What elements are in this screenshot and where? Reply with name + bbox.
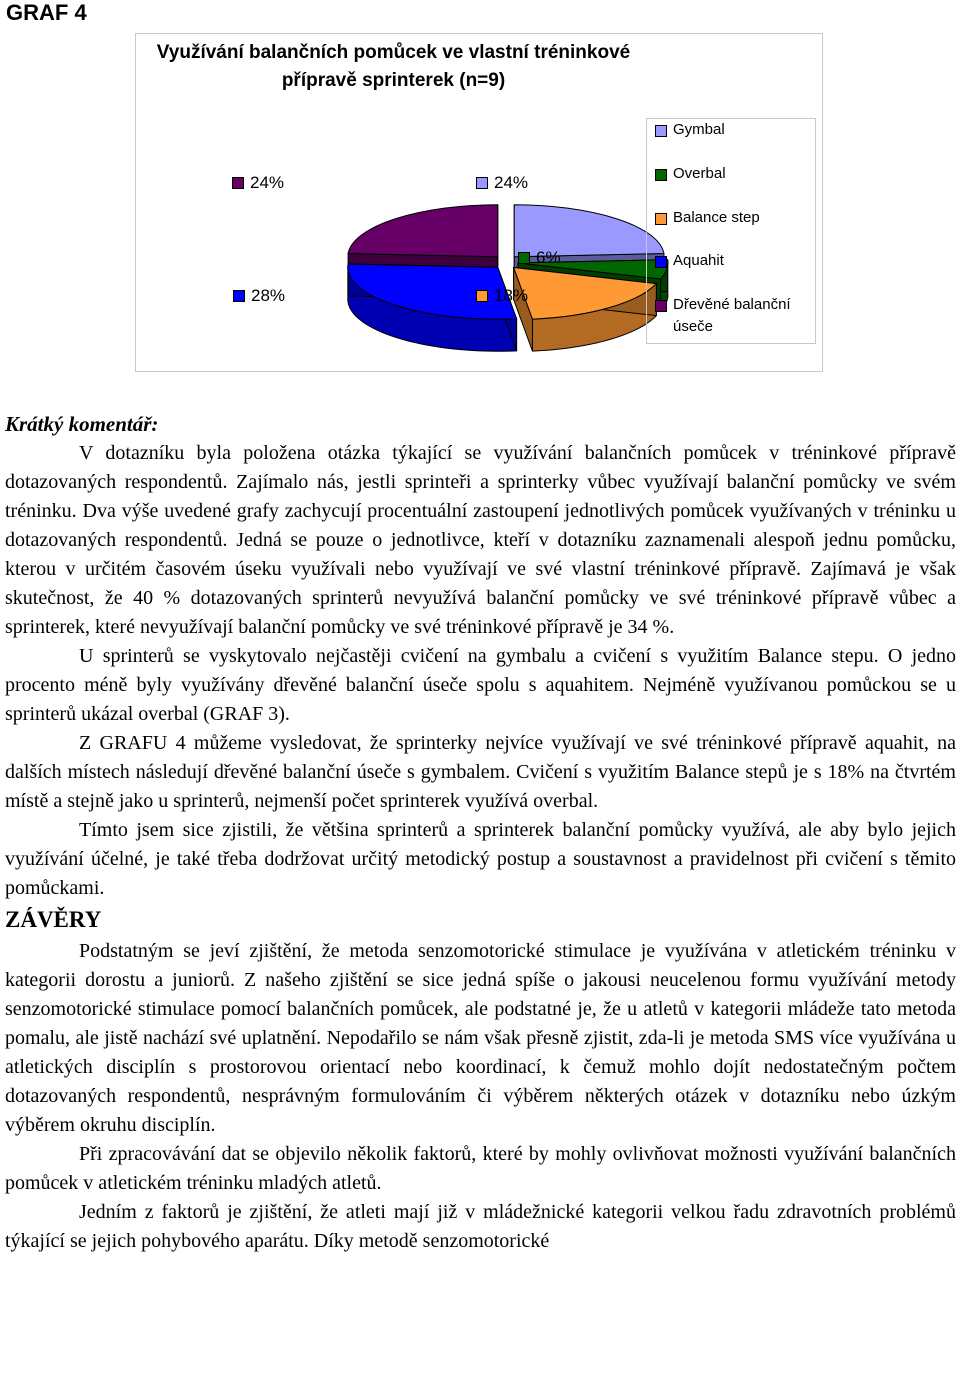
- slice-label-swatch: [476, 290, 488, 302]
- slice-label-3: [233, 286, 285, 306]
- chart-legend: [646, 118, 816, 344]
- conclusion-heading: ZÁVĚRY: [5, 907, 102, 932]
- slice-label-1: [518, 248, 561, 268]
- slice-label-text: 6%: [536, 248, 561, 267]
- chart-title: Využívání balančních pomůcek ve vlastní tréninkové přípravě sprinterek (n=9): [156, 42, 631, 91]
- legend-swatch: [655, 125, 667, 137]
- comment-paragraph-2: U sprinterů se vyskytovalo nejčastěji cvičení na gymbalu a cvičení s využitím Balance stepu. O jedno procento méně byly využívány dřevěné balanční úseče spolu s aquahitem. Nejméně využívanou pomůckou se u sprinterů ukázal overbal (GRAF 3).: [5, 645, 956, 725]
- legend-swatch: [655, 256, 667, 268]
- pie-slice-dřevěné-balanční-úseče: [348, 205, 498, 257]
- legend-item-2: [655, 207, 813, 229]
- comment-paragraph-1: V dotazníku byla položena otázka týkající se využívání balančních pomůcek v tréninkové přípravě dotazovaných respondentů. Zajímalo nás, jestli sprinteři a sprinterky vůbec využívají balanční pomůcky ve svém tréninku. Dva výše uvedené grafy zachycují procentuální zastoupení jednotlivých pomůcek využívaných v tréninku u dotazovaných respondentů. Jedná se pouze o jednotlivce, kteří v dotazníku zaznamenali alespoň jednu pomůcku, kterou v určitém časovém úseku využívali nebo využívají ve své vlastní tréninkové přípravě. Zajímavá je však skutečnost, že 40 % dotazovaných sprinterů nevyužívá balanční pomůcky ve své tréninkové přípravě vůbec a sprinterek, které nevyužívají balanční pomůcky ve své tréninkové přípravě je 34 %.: [5, 442, 956, 638]
- legend-item-3: [655, 250, 813, 272]
- slice-label-swatch: [518, 252, 530, 264]
- graf-label: GRAF 4: [6, 0, 87, 25]
- comment-heading: Krátký komentář:: [5, 412, 159, 436]
- slice-label-text: 18%: [494, 286, 529, 305]
- slice-label-text: 24%: [250, 173, 285, 192]
- slice-label-4: [232, 173, 284, 193]
- slice-label-swatch: [476, 177, 488, 189]
- legend-label: Balance step: [673, 209, 760, 226]
- slice-label-swatch: [232, 177, 244, 189]
- slice-label-2: [476, 286, 528, 306]
- conclusion-paragraph-2: Při zpracovávání dat se objevilo několik faktorů, které by mohly ovlivňovat možnosti využívání balančních pomůcek v atletickém tréninku mladých atletů.: [5, 1143, 956, 1194]
- comment-paragraph-3: Z GRAFU 4 můžeme vysledovat, že sprinterky nejvíce využívají ve své tréninkové přípravě aquahit, na dalších místech následují dřevěné balanční úseče s gymbalem. Cvičení s využitím Balance stepů je s 18% na čtvrtém místě a stejně jako u sprinterů, nejmenší počet sprinterek využívá overbal.: [5, 732, 956, 812]
- body-text: [5, 410, 956, 1256]
- legend-item-4: [655, 294, 813, 338]
- slice-label-text: 28%: [251, 286, 286, 305]
- legend-swatch: [655, 169, 667, 181]
- legend-item-1: [655, 163, 813, 185]
- slice-label-0: [476, 173, 528, 193]
- conclusion-paragraph-3: Jedním z faktorů je zjištění, že atleti mají již v mládežnické kategorii velkou řadu zdravotních problémů týkající se jejich pohybového aparátu. Díky metodě senzomotorické: [5, 1201, 956, 1252]
- conclusion-paragraph-1: Podstatným se jeví zjištění, že metoda senzomotorické stimulace je využívána v atletickém tréninku v kategorii dorostu a juniorů. Z našeho zjištění se sice jedná spíše o jakousi neucelenou formu využívání metody senzomotorické stimulace pomocí balančních pomůcek, ale podstatné je, že u atletů v kategorii mládeže tato metoda pomalu, ale jistě nachází své uplatnění. Nepodařilo se nám však přesně zjistit, zda-li je metoda SMS více využívána u atletických disciplín s prostorovou orientací nebo koordinací, k čemuž mohlo dojít nedostatečným počtem dotazovaných respondentů, nesprávným formulováním či výběrem některých otázek v dotazníku nebo úzkým výběrem okruhu disciplín.: [5, 940, 956, 1136]
- legend-label: Dřevěné balanční úseče: [673, 296, 791, 335]
- legend-swatch: [655, 213, 667, 225]
- legend-label: Aquahit: [673, 252, 724, 269]
- slice-label-text: 24%: [494, 173, 529, 192]
- legend-swatch: [655, 300, 667, 312]
- legend-label: Gymbal: [673, 121, 725, 138]
- chart-container: [135, 33, 823, 372]
- slice-label-swatch: [233, 290, 245, 302]
- legend-item-0: [655, 119, 813, 141]
- comment-paragraph-4: Tímto jsem sice zjistili, že většina sprinterů a sprinterek balanční pomůcky využívá, ale aby bylo jejich využívání účelné, je také třeba dodržovat určitý metodický postup a soustavnost a pravidelnost při cvičení s těmito pomůckami.: [5, 819, 956, 899]
- legend-label: Overbal: [673, 165, 726, 182]
